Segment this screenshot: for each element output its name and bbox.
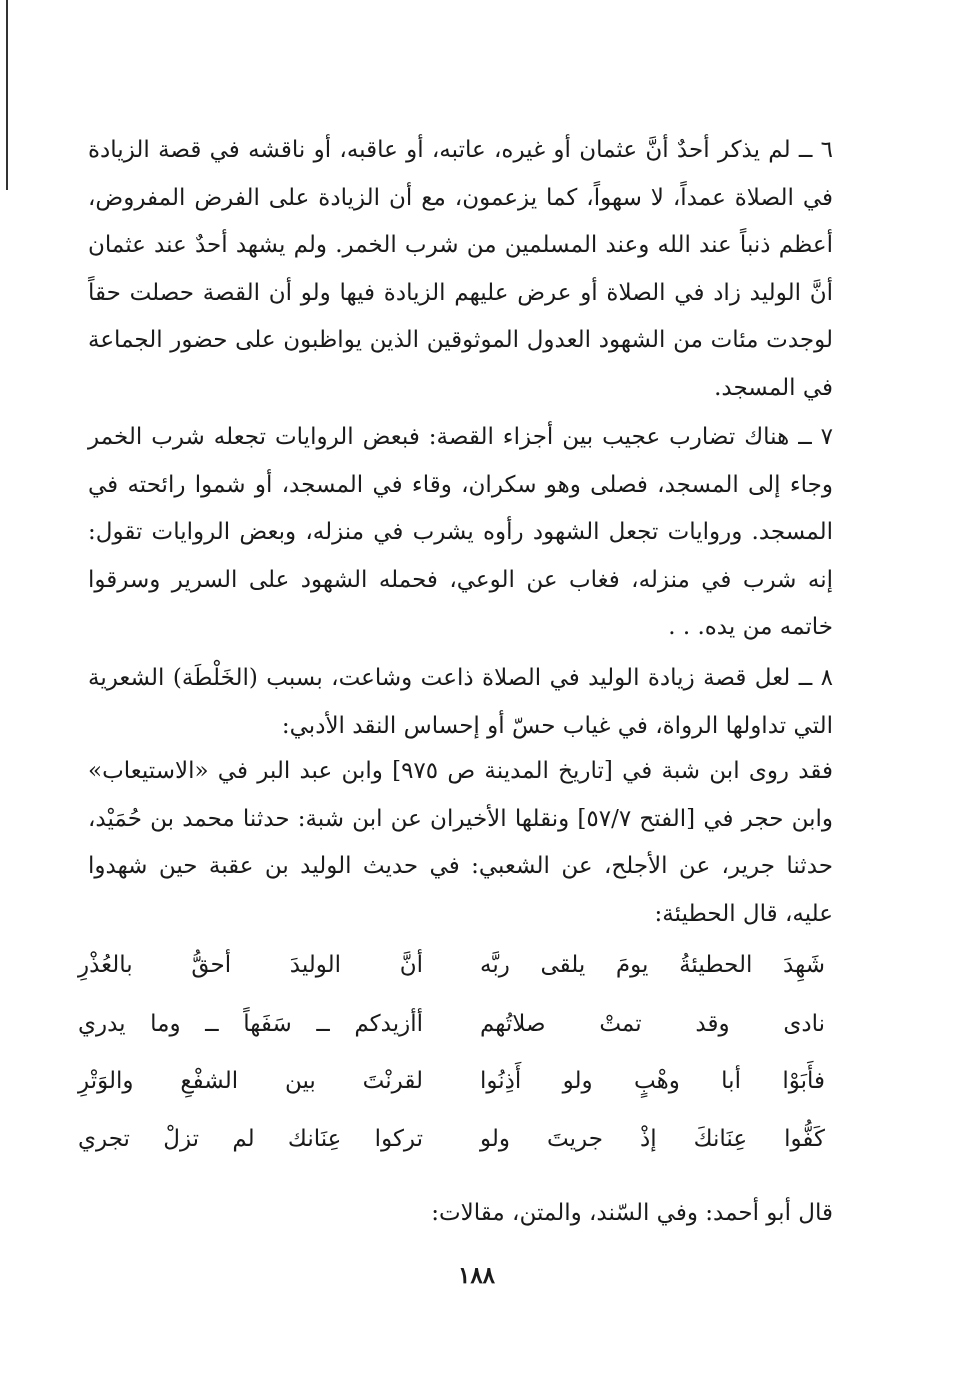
verse-first-hemistich: نادى وقد تمتْ صلاتُهم	[480, 1011, 825, 1037]
verse-first-hemistich: فأَبَوْا أبا وهْبٍ ولو أَذِنُوا	[480, 1068, 825, 1094]
paragraph-7-text: ٧ ــ هناك تضارب عجيب بين أجزاء القصة: فبعض الروايات تجعله شرب الخمر وجاء إلى المسجد، فصلى وهو سكران، وقاء في المسجد، أو شموا رائحته في المسجد. وروايات تجعل الشهود رأوه يشرب في منزله، وبعض الروايات تقول: إنه شرب في منزله، فغاب عن الوعي، فحمله الشهود على السرير وسرقوا خاتمه من يده. . .	[88, 424, 833, 640]
verse-second-hemistich: أأزيدكم ــ سَفَهاً ــ وما يدري	[78, 1011, 423, 1037]
verse-second-hemistich: أنَّ الوليدَ أحقُّ بالعُذْرِ	[78, 952, 423, 978]
page-edge-line	[6, 0, 8, 190]
verse-second-hemistich: تركوا عِنَانك لم تزلْ تجري	[78, 1126, 423, 1152]
verse-line	[0, 1068, 953, 1118]
closing-line	[88, 1190, 833, 1238]
verse-line	[0, 1011, 953, 1061]
verse-line	[0, 1126, 953, 1176]
closing-text: قال أبو أحمد: وفي السّند، والمتن، مقالات:	[431, 1200, 833, 1226]
verse-first-hemistich: كَفُّوا عِنَانكَ إذْ جريتَ ولو	[480, 1126, 825, 1152]
paragraph-7	[88, 414, 833, 652]
paragraph-6	[88, 127, 833, 412]
verse-second-hemistich: لقرنْتَ بين الشفْعِ والوَتْرِ	[78, 1068, 423, 1094]
paragraph-6-text: ٦ ــ لم يذكر أحدٌ أنَّ عثمان أو غيره، عاتبه، أو عاقبه، أو ناقشه في قصة الزيادة في الصلاة عمداً، لا سهواً، كما يزعمون، مع أن الزيادة على الفرض المفروض، أعظم ذنباً عند الله وعند المسلمين من شرب الخمر. ولم يشهد أحدٌ عند عثمان أنَّ الوليد زاد في الصلاة أو عرض عليهم الزيادة فيها ولو أن القصة حصلت حقاً لوجدت مئات من الشهود العدول الموثوقين الذين يواظبون على حضور الجماعة في المسجد.	[88, 137, 833, 401]
paragraph-citation-text: فقد روى ابن شبة في [تاريخ المدينة ص ٩٧٥] وابن عبد البر في «الاستيعاب» وابن حجر في [الفتح ٥٧/٧] ونقلها الأخيران عن ابن شبة: حدثنا محمد بن حُمَيْد، حدثنا جرير، عن الأجلح، عن الشعبي: في حديث الوليد بن عقبة حين شهدوا عليه، قال الحطيئة:	[88, 758, 833, 927]
paragraph-citation	[88, 748, 833, 938]
verse-first-hemistich: شَهِدَ الحطيئةُ يومَ يلقى ربَّه	[480, 952, 825, 978]
page-number: ١٨٨	[457, 1262, 496, 1289]
paragraph-8	[88, 655, 833, 750]
verse-line	[0, 952, 953, 1002]
paragraph-8-text: ٨ ــ لعل قصة زيادة الوليد في الصلاة ذاعت وشاعت، بسبب (الخَلْطَة) الشعرية التي تداولها الرواة، في غياب حسّ أو إحساس النقد الأدبي:	[88, 665, 833, 739]
